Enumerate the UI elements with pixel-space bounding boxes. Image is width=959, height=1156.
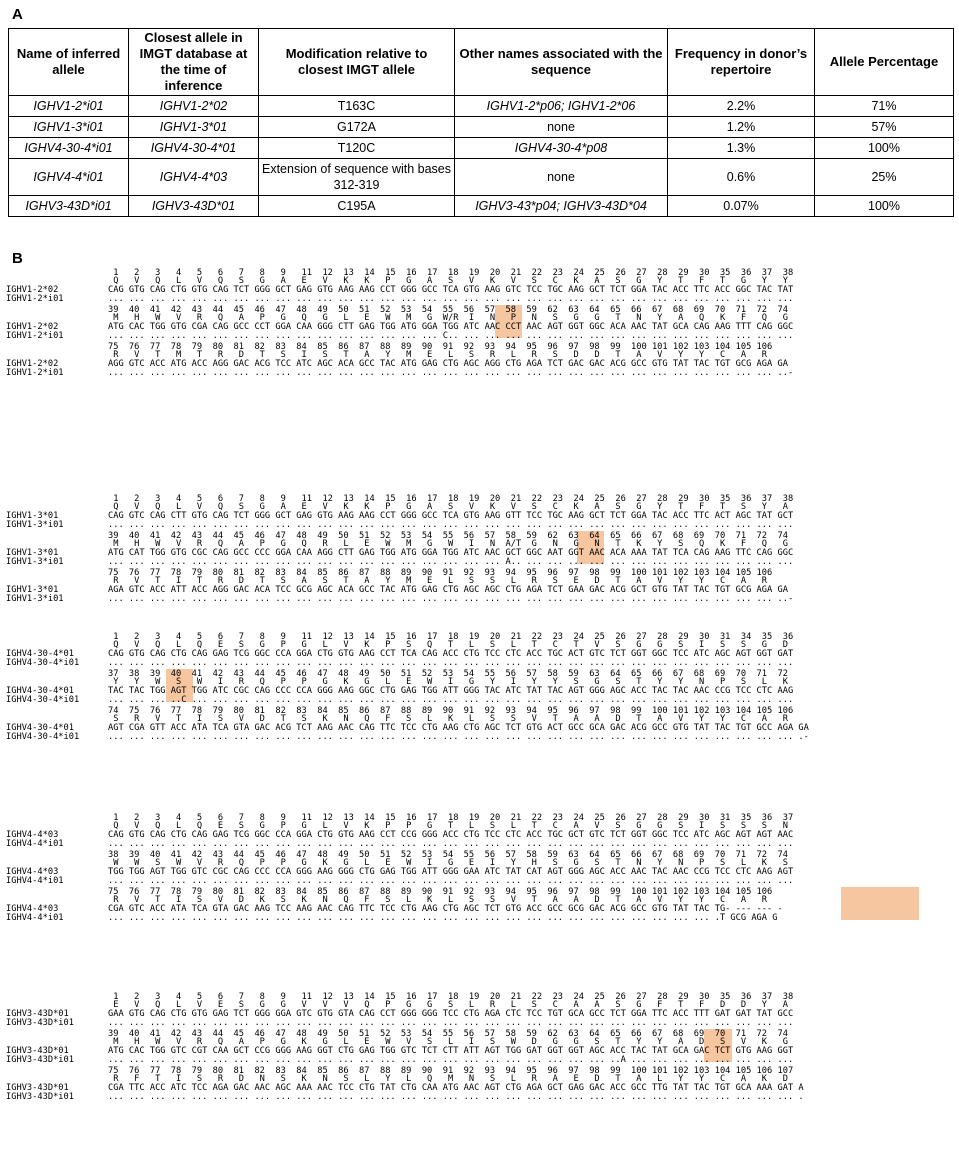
amino-acid-row: M H W V R Q A P G Q G L E W M G W/R I N P N S G G T N Y A Q K F Q G (108, 313, 788, 323)
inferred-sequence-row: ... ... ... ... ... ... ... ... ... ... ... ... ... ... ... ... ... ... ... ... ... ... ... ... ..A ... ... ... ... ... ... ... ... (108, 1055, 794, 1065)
reference-sequence-row: CAG GTG CAG CTG GTG CAG TCT GGG GCT GAG GTG AAG AAG CCT GGG GCC TCA GTG AAG GTC TCC TGC AAG GCT TCT GGA TAC ACC TTC ACC GGC TAC TAT (108, 285, 794, 295)
cell-closest: IGHV1-2*02 (129, 96, 259, 117)
inferred-allele-name: IGHV1-2*i01 (6, 368, 64, 378)
codon-number-row: 74 75 76 77 78 79 80 81 82 83 84 85 86 87 88 89 90 91 92 93 94 95 96 97 98 99 100 101 102 103 104 105 106 (108, 706, 794, 716)
header-closest-allele: Closest allele in IMGT database at the time of inference (129, 29, 259, 96)
inferred-allele-name: IGHV4-4*i01 (6, 913, 64, 923)
mutation-highlight (841, 887, 919, 920)
inferred-sequence-row: ... ... ... ... ... ... ... ... ... ... ... ... ... ... ... ... ... ... ... ... ... ... ... ... ... ... ... ... ... ... ... ... ..- (108, 368, 794, 378)
inferred-allele-name: IGHV4-30-4*i01 (6, 658, 80, 668)
inferred-allele-name: IGHV3-43D*i01 (6, 1055, 74, 1065)
codon-number-row: 39 40 41 42 43 44 45 46 47 48 49 50 51 52 53 54 55 56 57 58 59 62 63 64 65 66 67 68 69 70 71 72 74 (108, 305, 788, 315)
codon-number-row: 39 40 41 42 43 44 45 46 47 48 49 50 51 52 53 54 55 56 57 58 59 62 63 64 65 66 67 68 69 70 71 72 74 (108, 531, 788, 541)
amino-acid-row: Q V Q L Q E S G P G L V K P S Q T L S L T C T V S G G S I S S G D (108, 640, 788, 650)
amino-acid-row: Q V Q L V Q S G A E V K K P G A S V K V S C K A S G Y T F T S Y A (108, 502, 788, 512)
inferred-allele-name: IGHV3-43D*i01 (6, 1092, 74, 1102)
alignment-block-igh-v1-3 (0, 494, 959, 605)
cell-percentage: 25% (815, 159, 954, 196)
reference-allele-name: IGHV4-30-4*01 (6, 649, 74, 659)
reference-allele-name: IGHV1-2*02 (6, 322, 59, 332)
reference-allele-name: IGHV4-4*03 (6, 867, 59, 877)
inferred-sequence-row: ... ... ... ... ... ... ... ... ... ... ... ... ... ... ... ... C.. ... ... ... ... ... ... ... ... ... ... ... ... ... ... ... ... (108, 331, 794, 341)
table-header-row (9, 29, 954, 96)
reference-sequence-row: CAG GTG CAG CTG CAG GAG TCG GGC CCA GGA CTG GTG AAG CCT CCG GGG ACC CTG TCC CTC ACC TGC GCT GTC TCT GGT GGC TCC ATC AGC AGT AGT AAC (108, 830, 794, 840)
reference-allele-name: IGHV4-30-4*01 (6, 686, 74, 696)
inferred-sequence-row: ... ... ... ... ... ... ... ... ... ... ... ... ... ... ... ... ... ... ... ... ... ... ... ... ... ... ... ... ... ... ... ... ... . (108, 1092, 804, 1102)
cell-modification: C195A (259, 196, 455, 217)
cell-inferred: IGHV4-4*i01 (9, 159, 129, 196)
cell-other-names: IGHV1-2*p06; IGHV1-2*06 (455, 96, 668, 117)
reference-sequence-row: AGG GTC ACC ATG ACC AGG GAC ACG TCC ATC AGC ACA GCC TAC ATG GAG CTG AGC AGG CTG AGA TCT GAC GAC ACG GCC GTG TAT TAC TGT GCG AGA GA (108, 359, 788, 369)
amino-acid-row: R F T I S R D N S K N S L Y L Q M N S L R A E D T A L Y Y C A K D (108, 1074, 788, 1084)
inferred-sequence-row: ... ... ... ... ... ... ... ... ... ... ... ... ... ... ... ... ... ... ... ... ... ... ... ... ... ... ... ... ... ... ... ... ... (108, 520, 794, 530)
reference-sequence-row: CGA TTC ACC ATC TCC AGA GAC AAC AGC AAA AAC TCC CTG TAT CTG CAA ATG AAC AGT CTG AGA GCT GAG GAC ACC GCC TTG TAT TAC TGT GCA AAA GAT A (108, 1083, 804, 1093)
inferred-sequence-row: ... ... ... ... ... ... ... ... ... ... ... ... ... ... ... ... ... ... ... ... ... ... ... ... ... ... ... ... ... ... ... ... ... (108, 658, 794, 668)
cell-percentage: 71% (815, 96, 954, 117)
header-allele-percentage: Allele Percentage (815, 29, 954, 96)
panel-b-label: B (12, 250, 23, 267)
inferred-allele-name: IGHV1-3*i01 (6, 520, 64, 530)
reference-allele-name: IGHV4-4*03 (6, 904, 59, 914)
amino-acid-row: S R V T I S V D T S K N Q F S L K L S S V T A A D T A V Y Y C A R (108, 714, 788, 724)
inferred-sequence-row: ... ... ... ... ... ... ... ... ... ... ... ... ... ... ... ... ... ... ... ... ... ... ... ... ... ... ... ... ... ... ... ... ..- (108, 594, 794, 604)
reference-sequence-row: ATG CAC TGG GTC CGT CAA GCT CCG GGG AAG GGT CTG GAG TGG GTC TCT CTT ATT AGT TGG GAT GGT GGT AGC ACC TAC TAT GCA GAC TCT GTG AAG GGT (108, 1046, 794, 1056)
codon-number-row: 1 2 3 4 5 6 7 8 9 11 12 13 14 15 16 17 18 19 20 21 22 23 24 25 26 27 28 29 30 31 35 36 37 (108, 813, 794, 823)
amino-acid-row: R V T I S V D K S K N Q F S L K L S S V T A A D T A V Y Y C A R (108, 895, 768, 905)
cell-modification: T163C (259, 96, 455, 117)
reference-sequence-row: TAC TAC TGG AGT TGG ATC CGC CAG CCC CCA GGG AAG GGC CTG GAG TGG ATT GGG TAC ATC TAT TAC AGT GGG AGC ACC TAC TAC AAC CCG TCC CTC AAG (108, 686, 794, 696)
inferred-allele-name: IGHV1-2*i01 (6, 331, 64, 341)
reference-allele-name: IGHV1-3*01 (6, 548, 59, 558)
cell-modification: T120C (259, 138, 455, 159)
alignment-block-igh-v1-2 (0, 268, 959, 379)
reference-allele-name: IGHV1-2*02 (6, 359, 59, 369)
cell-frequency: 2.2% (668, 96, 815, 117)
alignment-block-igh-v4-30-4 (0, 632, 959, 743)
codon-number-row: 75 76 77 78 79 80 81 82 83 84 85 86 87 88 89 90 91 92 93 94 95 96 97 98 99 100 101 102 103 104 105 106 (108, 342, 773, 352)
cell-closest: IGHV1-3*01 (129, 117, 259, 138)
reference-sequence-row: CGA GTC ACC ATA TCA GTA GAC AAG TCC AAG AAC CAG TTC TCC CTG AAG CTG AGC TCT GTG ACC GCC GCG GAC ACG GCC GTG TAT TAC TG- --- --- - (108, 904, 783, 914)
codon-number-row: 1 2 3 4 5 6 7 8 9 11 12 13 14 15 16 17 18 19 20 21 22 23 24 25 26 27 28 29 30 31 34 35 36 (108, 632, 794, 642)
header-other-names: Other names associated with the sequence (455, 29, 668, 96)
inferred-sequence-row: ... ... ... ... ... ... ... ... ... ... ... ... ... ... ... ... ... ... ... ... ... ... ... ... ... ... ... ... ... .T GCG AGA G (108, 913, 778, 923)
amino-acid-row: Y Y W S W I R Q P P G K G L E W I G Y I Y Y S G S T Y Y N P S L K (108, 677, 788, 687)
allele-table (8, 28, 954, 217)
reference-sequence-row: GAA GTG CAG CTG GTG GAG TCT GGG GGA GTC GTG GTA CAG CCT GGG GGG TCC CTG AGA CTC TCC TGT GCA GCC TCT GGA TTC ACC TTT GAT GAT TAT GCC (108, 1009, 794, 1019)
cell-modification: Extension of sequence with bases 312-319 (259, 159, 455, 196)
header-modification: Modification relative to closest IMGT allele (259, 29, 455, 96)
cell-modification: G172A (259, 117, 455, 138)
reference-allele-name: IGHV1-3*01 (6, 511, 59, 521)
inferred-sequence-row: ... ... ... ... ... ... ... ... ... ... ... ... ... ... ... ... ... ... ... ... ... ... ... ... ... ... ... ... ... ... ... ... ... (108, 839, 794, 849)
inferred-allele-name: IGHV4-4*i01 (6, 839, 64, 849)
cell-inferred: IGHV3-43D*i01 (9, 196, 129, 217)
inferred-sequence-row: ... ... ... ... ... ... ... ... ... ... ... ... ... ... ... ... ... ... ... A.. ... ... ... ... ... ... ... ... ... ... ... ... ... (108, 557, 794, 567)
cell-inferred: IGHV1-3*i01 (9, 117, 129, 138)
cell-inferred: IGHV4-30-4*i01 (9, 138, 129, 159)
cell-other-names: none (455, 159, 668, 196)
alignment-block-igh-v4-4 (0, 813, 959, 924)
inferred-sequence-row: ... ... ... ... ... ... ... ... ... ... ... ... ... ... ... ... ... ... ... ... ... ... ... ... ... ... ... ... ... ... ... ... ... (108, 876, 794, 886)
reference-allele-name: IGHV1-2*02 (6, 285, 59, 295)
codon-number-row: 75 76 77 78 79 80 81 82 83 84 85 86 87 88 89 90 91 92 93 94 95 96 97 98 99 100 101 102 103 104 105 106 (108, 887, 773, 897)
table-row (9, 196, 954, 217)
amino-acid-row: R V T M T R D T S I S T A Y M E L S R L R S D D T A V Y Y C A R (108, 350, 768, 360)
amino-acid-row: M H W V R Q A P G K G L E W V S L I S W D G G S T Y Y A D S V K G (108, 1037, 788, 1047)
reference-sequence-row: AGT CGA GTT ACC ATA TCA GTA GAC ACG TCT AAG AAC CAG TTC TCC CTG AAG CTG AGC TCT GTG ACT GCC GCA GAC ACG GCC GTG TAT TAC TGT GCC AGA GA (108, 723, 809, 733)
cell-inferred: IGHV1-2*i01 (9, 96, 129, 117)
inferred-sequence-row: ... ... ... ... ... ... ... ... ... ... ... ... ... ... ... ... ... ... ... ... ... ... ... ... ... ... ... ... ... ... ... ... ... .- (108, 732, 809, 742)
cell-frequency: 0.07% (668, 196, 815, 217)
codon-number-row: 1 2 3 4 5 6 7 8 9 11 12 13 14 15 16 17 18 19 20 21 22 23 24 25 26 27 28 29 30 35 36 37 38 (108, 494, 794, 504)
header-inferred-allele: Name of inferred allele (9, 29, 129, 96)
table-row (9, 117, 954, 138)
cell-other-names: IGHV3-43*p04; IGHV3-43D*04 (455, 196, 668, 217)
header-frequency: Frequency in donor’s repertoire (668, 29, 815, 96)
cell-other-names: IGHV4-30-4*p08 (455, 138, 668, 159)
amino-acid-row: R V T I T R D T S A S T A Y M E L S S L R S E D T A V Y Y C A R (108, 576, 768, 586)
cell-frequency: 0.6% (668, 159, 815, 196)
codon-number-row: 75 76 77 78 79 80 81 82 83 84 85 86 87 88 89 90 91 92 93 94 95 96 97 98 99 100 101 102 103 104 105 106 107 (108, 1066, 794, 1076)
reference-sequence-row: CAG GTC CAG CTT GTG CAG TCT GGG GCT GAG GTG AAG AAG CCT GGG GCC TCA GTG AAG GTT TCC TGC AAG GCT TCT GGA TAC ACC TTC ACT AGC TAT GCT (108, 511, 794, 521)
codon-number-row: 75 76 77 78 79 80 81 82 83 84 85 86 87 88 89 90 91 92 93 94 95 96 97 98 99 100 101 102 103 104 105 106 (108, 568, 773, 578)
reference-allele-name: IGHV3-43D*01 (6, 1046, 69, 1056)
amino-acid-row: E V Q L V E S G G V V V Q P G G S L R L S C A A S G F T F D D Y A (108, 1000, 788, 1010)
inferred-allele-name: IGHV1-3*i01 (6, 594, 64, 604)
table-row (9, 159, 954, 196)
panel-a-label: A (12, 6, 23, 23)
cell-closest: IGHV4-30-4*01 (129, 138, 259, 159)
reference-allele-name: IGHV4-30-4*01 (6, 723, 74, 733)
inferred-allele-name: IGHV4-30-4*i01 (6, 732, 80, 742)
codon-number-row: 39 40 41 42 43 44 45 46 47 48 49 50 51 52 53 54 55 56 57 58 59 62 63 64 65 66 67 68 69 70 71 72 74 (108, 1029, 788, 1039)
reference-allele-name: IGHV3-43D*01 (6, 1009, 69, 1019)
codon-number-row: 1 2 3 4 5 6 7 8 9 11 12 13 14 15 16 17 18 19 20 21 22 23 24 25 26 27 28 29 30 35 36 37 38 (108, 268, 794, 278)
reference-sequence-row: ATG CAC TGG GTG CGA CAG GCC CCT GGA CAA GGG CTT GAG TGG ATG GGA TGG ATC AAC CCT AAC AGT GGT GGC ACA AAC TAT GCA CAG AAG TTT CAG GGC (108, 322, 794, 332)
alignment-block-igh-v3-43d (0, 992, 959, 1103)
cell-other-names: none (455, 117, 668, 138)
amino-acid-row: Q V Q L V Q S G A E V K K P G A S V K V S C K A S G Y T F T G Y Y (108, 276, 788, 286)
reference-allele-name: IGHV3-43D*01 (6, 1083, 69, 1093)
inferred-allele-name: IGHV4-4*i01 (6, 876, 64, 886)
inferred-sequence-row: ... ... ... ... ... ... ... ... ... ... ... ... ... ... ... ... ... ... ... ... ... ... ... ... ... ... ... ... ... ... ... ... ... (108, 294, 794, 304)
amino-acid-row: Q V Q L Q E S G P G L V K P P G T L S L T C A V S G G S I S S S N (108, 821, 788, 831)
reference-sequence-row: TGG TGG AGT TGG GTC CGC CAG CCC CCA GGG AAG GGG CTG GAG TGG ATT GGG GAA ATC TAT CAT AGT GGG AGC ACC AAC TAC AAC CCG TCC CTC AAG AGT (108, 867, 794, 877)
cell-closest: IGHV4-4*03 (129, 159, 259, 196)
table-row (9, 138, 954, 159)
reference-sequence-row: ATG CAT TGG GTG CGC CAG GCC CCC GGA CAA AGG CTT GAG TGG ATG GGA TGG ATC AAC GCT GGC AAT GGT AAC ACA AAA TAT TCA CAG AAG TTC CAG GGC (108, 548, 794, 558)
amino-acid-row: M H W V R Q A P G Q R L E W M G W I N A/T G N G N T K Y S Q K F Q G (108, 539, 788, 549)
amino-acid-row: W W S W V R Q P P G K G L E W I G E I Y H S G S T N Y N P S L K S (108, 858, 788, 868)
table-row (9, 96, 954, 117)
reference-allele-name: IGHV4-4*03 (6, 830, 59, 840)
cell-percentage: 100% (815, 138, 954, 159)
inferred-sequence-row: ... ... ... ..C ... ... ... ... ... ... ... ... ... ... ... ... ... ... ... ... ... ... ... ... ... ... ... ... ... ... ... ... ... (108, 695, 794, 705)
codon-number-row: 38 39 40 41 42 43 44 45 46 47 48 49 50 51 52 53 54 55 56 57 58 59 63 64 65 66 67 68 69 70 71 72 74 (108, 850, 788, 860)
inferred-allele-name: IGHV1-2*i01 (6, 294, 64, 304)
reference-sequence-row: CAG GTG CAG CTG CAG GAG TCG GGC CCA GGA CTG GTG AAG CCT TCA CAG ACC CTG TCC CTC ACC TGC ACT GTC TCT GGT GGC TCC ATC AGC AGT GGT GAT (108, 649, 794, 659)
reference-allele-name: IGHV1-3*01 (6, 585, 59, 595)
inferred-allele-name: IGHV4-30-4*i01 (6, 695, 80, 705)
cell-closest: IGHV3-43D*01 (129, 196, 259, 217)
codon-number-row: 1 2 3 4 5 6 7 8 9 11 12 13 14 15 16 17 18 19 20 21 22 23 24 25 26 27 28 29 30 35 36 37 38 (108, 992, 794, 1002)
inferred-allele-name: IGHV3-43D*i01 (6, 1018, 74, 1028)
cell-frequency: 1.2% (668, 117, 815, 138)
inferred-allele-name: IGHV1-3*i01 (6, 557, 64, 567)
codon-number-row: 37 38 39 40 41 42 43 44 45 46 47 48 49 50 51 52 53 54 55 56 57 58 59 63 64 65 66 67 68 69 70 71 72 (108, 669, 788, 679)
reference-sequence-row: AGA GTC ACC ATT ACC AGG GAC ACA TCC GCG AGC ACA GCC TAC ATG GAG CTG AGC AGC CTG AGA TCT GAA GAC ACG GCT GTG TAT TAC TGT GCG AGA GA (108, 585, 788, 595)
inferred-sequence-row: ... ... ... ... ... ... ... ... ... ... ... ... ... ... ... ... ... ... ... ... ... ... ... ... ... ... ... ... ... ... ... ... ... (108, 1018, 794, 1028)
cell-frequency: 1.3% (668, 138, 815, 159)
cell-percentage: 100% (815, 196, 954, 217)
cell-percentage: 57% (815, 117, 954, 138)
